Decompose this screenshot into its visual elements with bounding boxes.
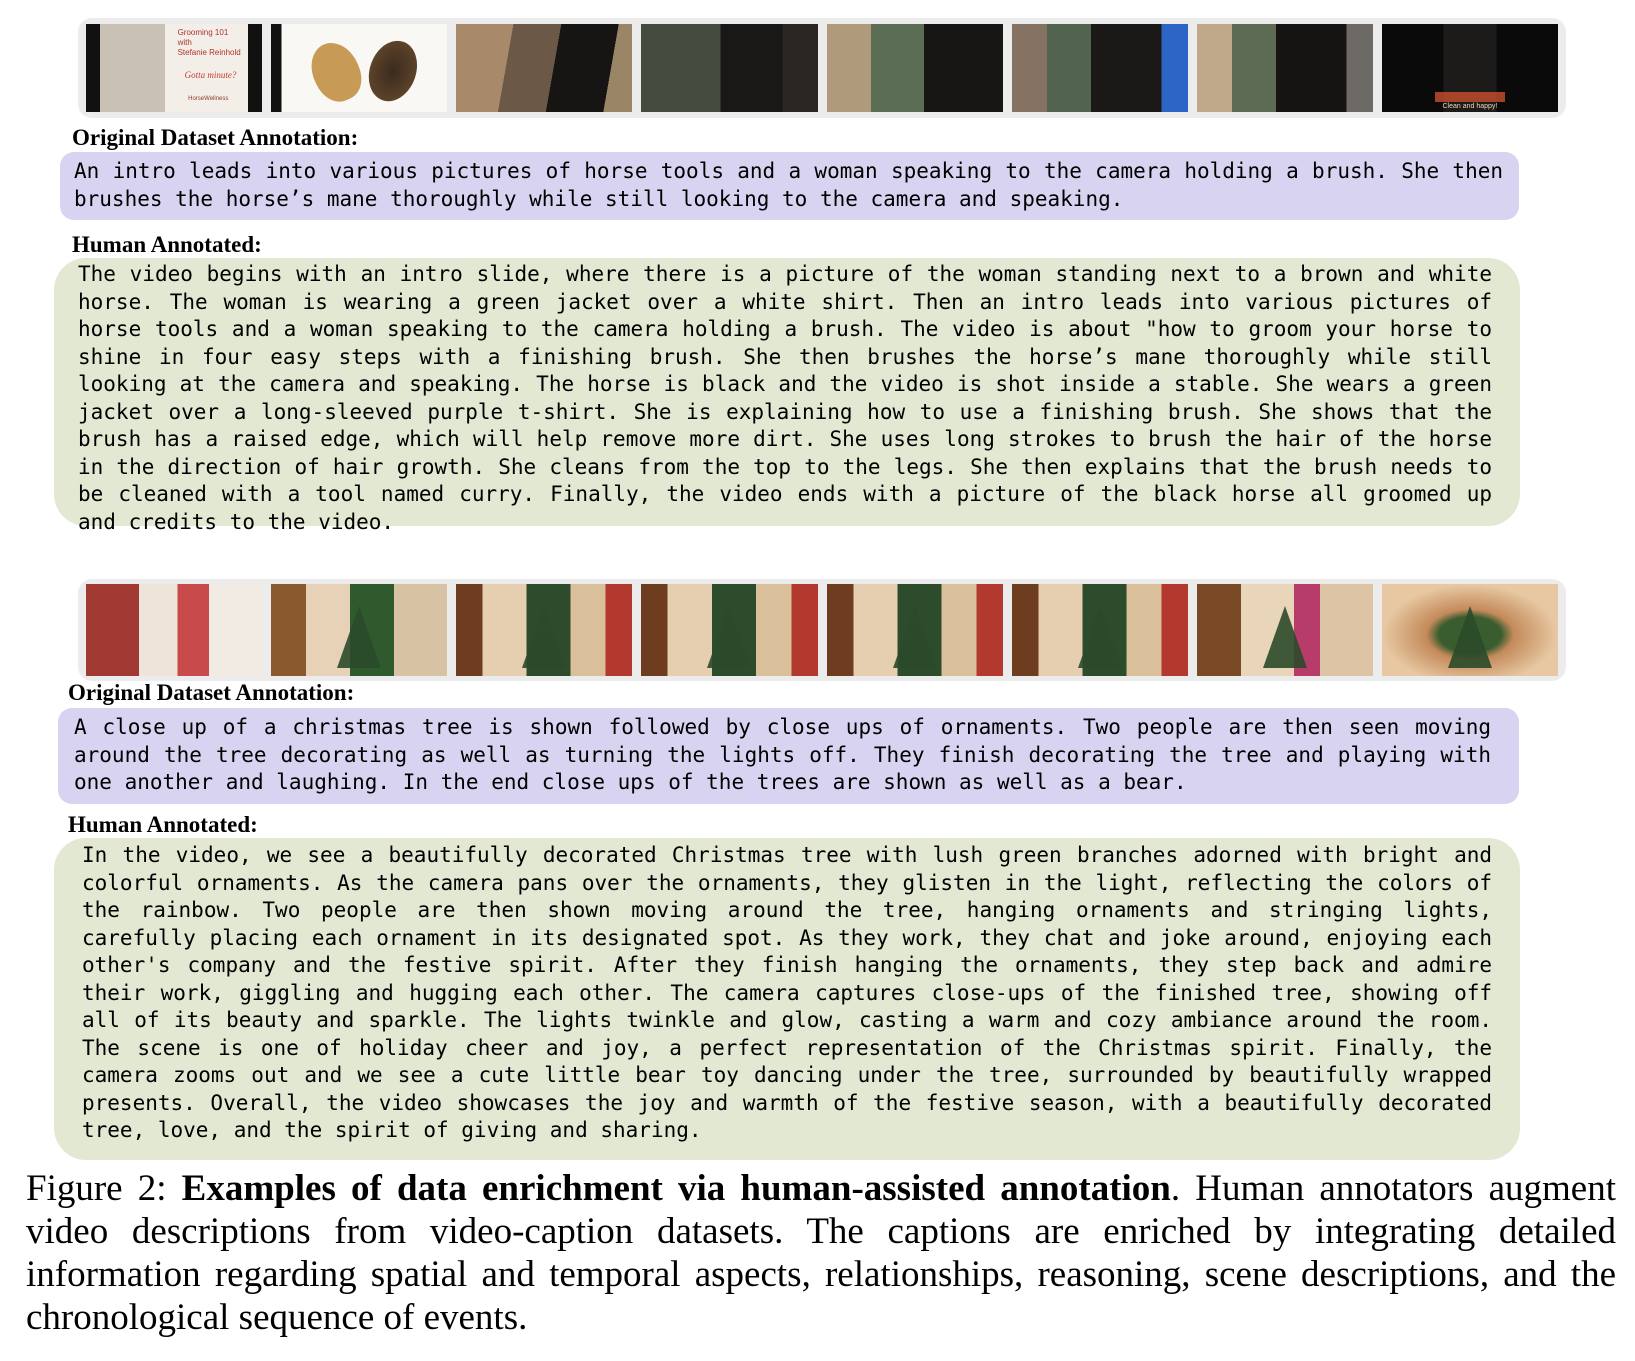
original-annotation-box-2 xyxy=(58,708,1519,804)
original-annotation-label-1: Original Dataset Annotation: xyxy=(72,125,359,150)
outro-text: Clean and happy! xyxy=(1442,103,1498,110)
intro-slide-title: Grooming 101 with Stefanie Reinhold xyxy=(177,28,241,57)
figure-caption-bold: Examples of data enrichment via human-assisted annotation xyxy=(181,1168,1171,1209)
video-frame-decorating-4 xyxy=(1012,584,1188,676)
video-frame-intro-slide xyxy=(86,24,262,112)
video-frame-brushes xyxy=(271,24,447,112)
human-annotation-box-1 xyxy=(54,258,1520,534)
video-frame-tree-closeup xyxy=(1382,584,1558,676)
original-annotation-text-2: A close up of a christmas tree is shown followed by close ups of ornaments. Two people are then seen moving around the tree decorating as well as turning the lights off. They finish decorating the tree and playing with one another and laughing. In the end close ups of the trees are shown as well as a bear. xyxy=(74,715,1491,794)
video-frame-decorating-2 xyxy=(456,584,632,676)
human-annotation-text-2: In the video, we see a beautifully decorated Christmas tree with lush green branches adorned with bright and colorful ornaments. As the camera pans over the ornaments, they glisten in the light, reflecting the colors of the rainbow. Two people are then shown moving around the tree, hanging ornaments and stringing lights, carefully placing each ornament in its designated spot. As they work, they chat and joke around, enjoying each other's company and the festive spirit. After they finish hanging the ornaments, they step back and admire their work, giggling and hugging each other. The camera captures close-ups of the finished tree, showing off all of its beauty and sparkle. The lights twinkle and glow, casting a warm and cozy ambiance around the room. The scene is one of holiday cheer and joy, a perfect representation of the Christmas spirit. Finally, the camera zooms out and we see a cute little bear toy dancing under the tree, surrounded by beautifully wrapped presents. Overall, the video showcases the joy and warmth of the festive season, with a beautifully decorated tree, love, and the spirit of giving and sharing. xyxy=(82,843,1492,1142)
video-frame-decorating-1 xyxy=(271,584,447,676)
video-frame-holding-brush xyxy=(641,24,817,112)
figure-caption-rest: . Human annotators augment video descriptions from video-caption datasets. The captions are enriched by integrating detailed information regarding spatial and temporal aspects, relationships, reasoning, scene descriptions, and the chronological sequence of events. xyxy=(26,1168,1616,1338)
human-annotation-box-2 xyxy=(54,838,1520,1160)
original-annotation-text-1: An intro leads into various pictures of horse tools and a woman speaking to the camera holding a brush. She then brushes the horse’s mane thoroughly while still looking to the camera and speaking. xyxy=(74,159,1503,211)
horse-video-filmstrip xyxy=(78,18,1566,118)
christmas-video-filmstrip xyxy=(78,579,1566,681)
video-frame-outro xyxy=(1382,24,1558,112)
video-frame-hugging xyxy=(1197,584,1373,676)
figure-caption xyxy=(26,1167,1616,1339)
human-annotation-text-1: The video begins with an intro slide, where there is a picture of the woman standing next to a brown and white horse. The woman is wearing a green jacket over a white shirt. Then an intro leads into various pictures of horse tools and a woman speaking to the camera holding a brush. The video is about "how to groom your horse to shine in four easy steps with a finishing brush. She then brushes the horse’s mane thoroughly while still looking at the camera and speaking. The horse is black and the video is shot inside a stable. She wears a green jacket over a long-sleeved purple t-shirt. She is explaining how to use a finishing brush. She shows that the brush has a raised edge, which will help remove more dirt. She uses long strokes to brush the hair of the horse in the direction of hair growth. She cleans from the top to the legs. She then explains that the brush needs to be cleaned with a tool named curry. Finally, the video ends with a picture of the black horse all groomed up and credits to the video. xyxy=(78,262,1492,534)
human-annotation-label-2: Human Annotated: xyxy=(68,812,258,837)
video-frame-brushing-mane xyxy=(1197,24,1373,112)
video-frame-family-portrait xyxy=(86,584,262,676)
video-frame-brushing-legs xyxy=(1012,24,1188,112)
intro-slide-logo: HorseWellness xyxy=(188,96,229,102)
video-frame-woman-with-horse xyxy=(456,24,632,112)
video-frame-brushing-horse xyxy=(827,24,1003,112)
figure-caption-prefix: Figure 2: xyxy=(26,1168,167,1209)
original-annotation-box-1 xyxy=(60,152,1519,220)
video-frame-decorating-3 xyxy=(641,584,817,676)
video-frame-tree-wide xyxy=(827,584,1003,676)
intro-slide-subtitle: Gotta minute? xyxy=(184,70,237,80)
original-annotation-label-2: Original Dataset Annotation: xyxy=(68,680,355,705)
human-annotation-label-1: Human Annotated: xyxy=(72,232,262,257)
